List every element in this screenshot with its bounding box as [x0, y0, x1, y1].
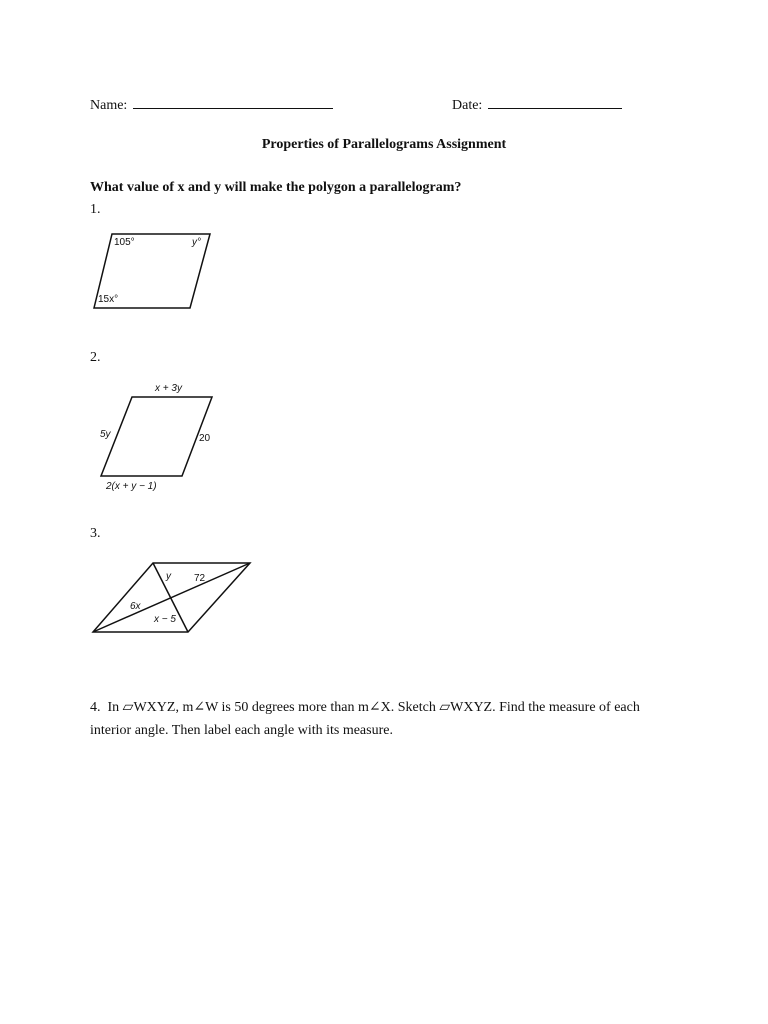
problem-2-number: 2.	[90, 350, 101, 365]
name-field[interactable]	[133, 95, 333, 109]
date-row	[452, 95, 622, 114]
label-top-right: y°	[192, 237, 201, 248]
page-title: Properties of Parallelograms Assignment	[261, 137, 507, 152]
label-bottom-left: 15x°	[98, 294, 119, 305]
label-lower-segment: x − 5	[154, 614, 176, 625]
date-field[interactable]	[488, 95, 622, 109]
label-right-side: 20	[199, 433, 211, 444]
label-bottom-side: 2(x + y − 1)	[106, 481, 157, 492]
parallelogram-symbol-icon: ▱	[439, 700, 451, 715]
label-upper-segment: y	[166, 571, 171, 582]
problem-1-figure	[90, 228, 220, 312]
parallelogram-shape	[101, 397, 212, 476]
date-label: Date:	[452, 98, 483, 113]
question-heading: What value of x and y will make the polygon a parallelogram?	[90, 180, 462, 195]
angle-symbol-icon: ∠	[193, 700, 206, 715]
problem-4-number: 4.	[90, 700, 101, 715]
label-upper-right-segment: 72	[194, 573, 206, 584]
problem-3-number: 3.	[90, 526, 101, 541]
label-top-side: x + 3y	[155, 383, 182, 394]
parallelogram-symbol-icon: ▱	[122, 700, 134, 715]
label-left-side: 5y	[100, 429, 111, 440]
angle-symbol-icon: ∠	[368, 700, 381, 715]
problem-2-figure	[90, 378, 230, 494]
problem-3-figure	[90, 556, 260, 638]
name-row	[90, 95, 333, 114]
problem-4-text: 4. In ▱WXYZ, m∠W is 50 degrees more than m∠X. Sketch ▱WXYZ. Find the measure of each interior angle. Then label each angle with its measure.	[90, 700, 640, 738]
label-top-left: 105°	[114, 237, 135, 248]
problem-1-number: 1.	[90, 202, 101, 217]
label-left-segment: 6x	[130, 601, 141, 612]
name-label: Name:	[90, 98, 128, 113]
